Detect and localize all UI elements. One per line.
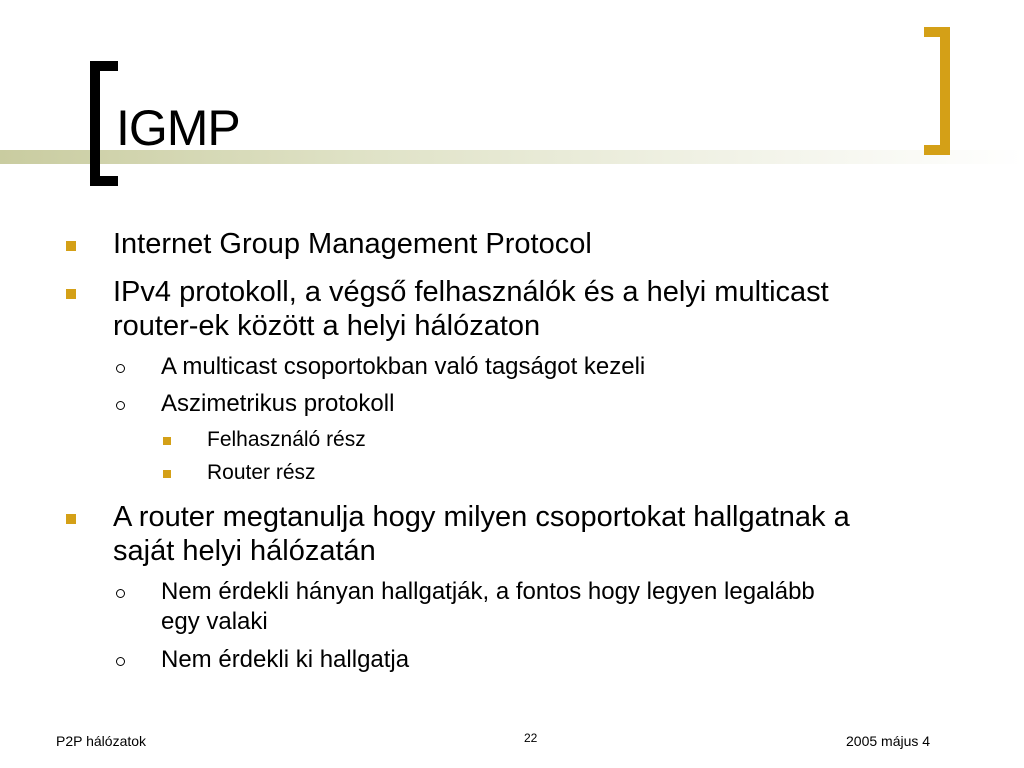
page-number: 22 <box>524 731 538 745</box>
slide-title: IGMP <box>116 100 240 156</box>
sub-bullet-text: Nem érdekli ki hallgatja <box>161 646 410 673</box>
sub-sub-bullet-text: Felhasználó rész <box>207 428 366 451</box>
bullet-text: IPv4 protokoll, a végső felhasználók és a helyi multicast <box>113 276 829 308</box>
bullet-text: A router megtanulja hogy milyen csoportokat hallgatnak a <box>113 501 850 533</box>
sub-bullet-text: A multicast csoportokban való tagságot kezeli <box>161 353 646 380</box>
left-bracket-decoration <box>90 61 118 186</box>
square-bullet-icon <box>163 470 171 478</box>
square-bullet-icon <box>163 437 171 445</box>
circle-bullet-icon <box>116 657 125 666</box>
circle-bullet-icon <box>116 589 125 598</box>
sub-bullet-text: Nem érdekli hányan hallgatják, a fontos hogy legyen legalább <box>161 578 815 605</box>
circle-bullet-icon <box>116 401 125 410</box>
square-bullet-icon <box>66 241 76 251</box>
footer-date: 2005 május 4 <box>846 733 931 749</box>
sub-bullet-text: Aszimetrikus protokoll <box>161 390 395 417</box>
square-bullet-icon <box>66 514 76 524</box>
bullet-text-continued: router-ek között a helyi hálózaton <box>113 310 541 342</box>
footer-left-text: P2P hálózatok <box>56 733 147 749</box>
square-bullet-icon <box>66 289 76 299</box>
right-bracket-decoration <box>924 27 950 155</box>
bullet-text: Internet Group Management Protocol <box>113 228 592 260</box>
sub-bullet-text-continued: egy valaki <box>161 608 268 635</box>
bullet-text-continued: saját helyi hálózatán <box>113 535 376 567</box>
circle-bullet-icon <box>116 364 125 373</box>
sub-sub-bullet-text: Router rész <box>207 461 316 484</box>
